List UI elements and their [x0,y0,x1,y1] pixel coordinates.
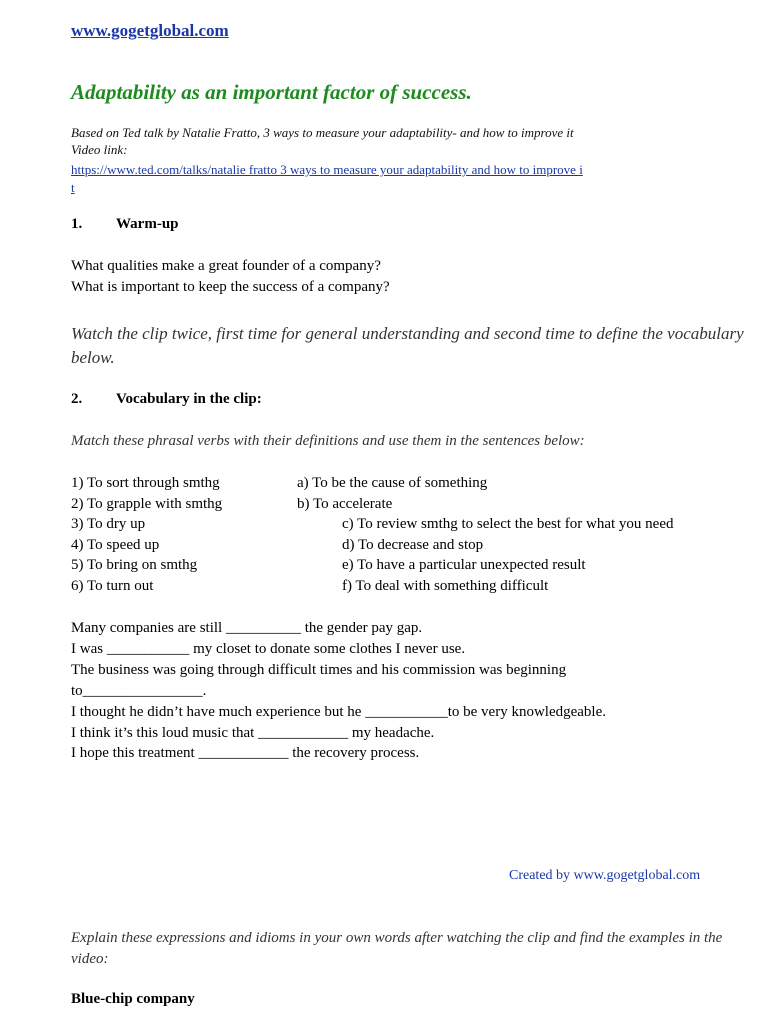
exercise-sentence: I think it’s this loud music that ____________ my headache. [71,725,435,741]
footer-credit: Created by www.gogetglobal.com [509,868,701,883]
exercise-sentence: to________________. [71,683,207,699]
video-link-continuation[interactable]: t [71,180,75,195]
vocab-item: 3) To dry up [71,516,146,532]
exercise-sentence: I thought he didn’t have much experience but he ___________to be very knowledgeable. [71,704,606,720]
section-1-heading [71,216,179,233]
section-1-title: Warm-up [116,216,179,232]
watch-instruction: Watch the clip twice, first time for general understanding and second time to define the vocabulary below. [71,324,744,367]
match-instruction: Match these phrasal verbs with their definitions and use them in the sentences below: [71,433,585,449]
warmup-question: What qualities make a great founder of a company? [71,258,381,274]
explain-instruction: Explain these expressions and idioms in your own words after watching the clip and find the examples in the video: [71,930,723,967]
vocab-item: 4) To speed up [71,537,160,553]
definition-item: e) To have a particular unexpected result [342,557,586,573]
section-2-heading [71,391,262,408]
vocab-item: 5) To bring on smthg [71,557,198,573]
vocab-item: 2) To grapple with smthg [71,496,223,512]
definition-item: d) To decrease and stop [342,537,484,553]
section-2-title: Vocabulary in the clip: [116,391,262,407]
exercise-sentence: The business was going through difficult times and his commission was beginning [71,662,567,678]
vocab-item: 1) To sort through smthg [71,475,220,491]
warmup-question: What is important to keep the success of a company? [71,279,390,295]
expression-item: Blue-chip company [71,991,195,1007]
exercise-sentence: Many companies are still __________ the gender pay gap. [71,620,423,636]
exercise-sentence: I hope this treatment ____________ the recovery process. [71,745,420,761]
exercise-sentence: I was ___________ my closet to donate some clothes I never use. [71,641,466,657]
source-description: Based on Ted talk by Natalie Fratto, 3 ways to measure your adaptability- and how to improve it [71,125,574,140]
definition-item: f) To deal with something difficult [342,578,549,594]
section-1-number: 1. [71,216,83,232]
vocab-item: 6) To turn out [71,578,154,594]
definition-item: b) To accelerate [297,496,393,512]
definition-item: c) To review smthg to select the best for what you need [342,516,674,532]
page-title: Adaptability as an important factor of success. [71,80,472,104]
section-2-number: 2. [71,391,83,407]
video-link[interactable]: https://www.ted.com/talks/natalie fratto 3 ways to measure your adaptability and how to improve i [71,162,583,177]
video-link-label: Video link: [71,142,128,157]
definition-item: a) To be the cause of something [297,475,488,491]
site-link[interactable]: www.gogetglobal.com [71,21,229,40]
